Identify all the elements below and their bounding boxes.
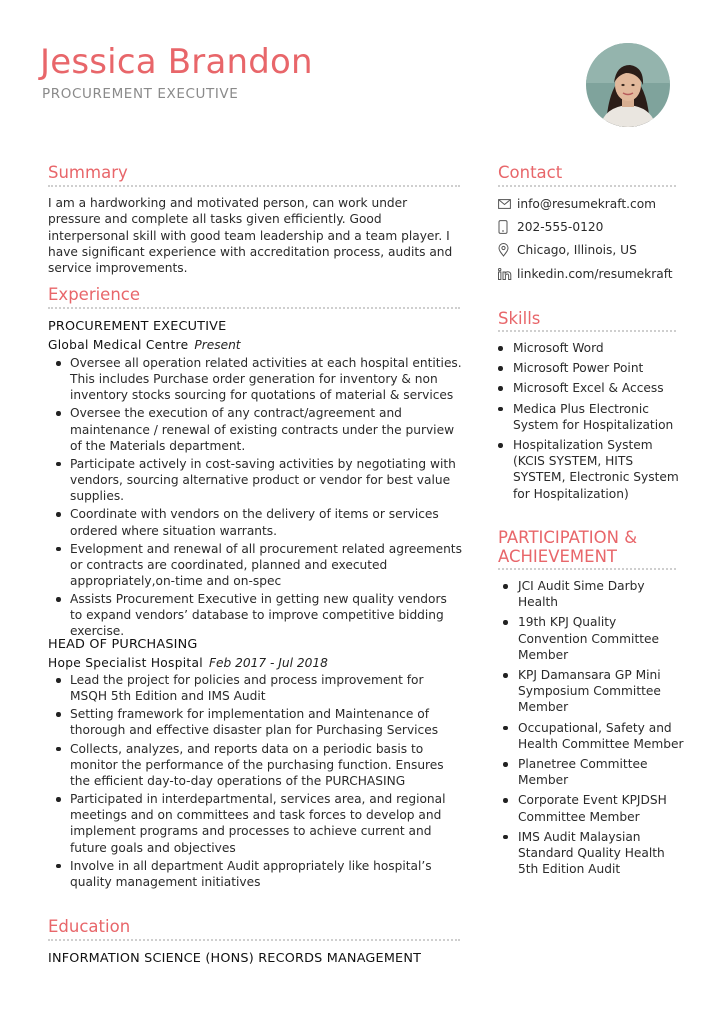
list-item: Collects, analyzes, and reports data on a periodic basis to monitor the performance of the purchasing function. Ensures the efficient day-to-day operations of the PURCHASING [70,741,462,789]
phone-icon [498,220,517,234]
participation-list [518,578,686,881]
list-item: Participate actively in cost-saving activities by negotiating with vendors, sourcing alternative product or vendor for best value supplies. [70,456,462,504]
summary-text: I am a hardworking and motivated person, can work under pressure and complete all tasks given efficiently. Good interpersonal skill with good team leadership and a team player. I have significant experience with accreditation process, audits and service improvements. [48,196,453,276]
skills-heading: Skills [498,309,541,328]
list-item: JCI Audit Sime Darby Health [518,578,686,610]
job-title: PROCUREMENT EXECUTIVE [48,319,227,334]
list-item: Microsoft Excel & Access [513,380,681,396]
list-item: Coordinate with vendors on the delivery of items or services ordered where situation warrants. [70,506,462,538]
list-item: Assists Procurement Executive in getting new quality vendors to expand vendors’ database to improve competitive bidding exercise. [70,591,462,639]
list-item: Oversee all operation related activities at each hospital entities. This includes Purchase order generation for inventory & non inventory stocks sourcing for quotations of material & services [70,355,462,403]
job-title: HEAD OF PURCHASING [48,637,198,652]
list-item: Occupational, Safety and Health Committee Member [518,720,686,752]
linkedin-text: linkedin.com/resumekraft [517,266,673,281]
contact-email[interactable] [498,192,698,215]
list-item: KPJ Damansara GP Mini Symposium Committee Member [518,667,686,716]
envelope-icon [498,199,517,209]
candidate-name: Jessica Brandon [40,42,313,82]
list-item: Oversee the execution of any contract/agreement and maintenance / renewal of existing contracts under the purview of the Materials department. [70,405,462,453]
job-bullets [70,672,462,892]
list-item: IMS Audit Malaysian Standard Quality Health 5th Edition Audit [518,829,686,878]
list-item: Involve in all department Audit appropriately like hospital’s quality management initiatives [70,858,462,890]
list-item: Corporate Event KPJDSH Committee Member [518,792,686,824]
list-item: Microsoft Power Point [513,360,681,376]
list-item: Lead the project for policies and process improvement for MSQH 5th Edition and IMS Audit [70,672,462,704]
participation-divider [498,568,676,570]
linkedin-icon [498,268,517,280]
education-degree: INFORMATION SCIENCE (HONS) RECORDS MANAGEMENT [48,951,422,966]
contact-linkedin[interactable] [498,262,698,285]
list-item: Medica Plus Electronic System for Hospitalization [513,401,681,433]
summary-heading: Summary [48,163,128,182]
job-company [48,656,328,670]
list-item: Participated in interdepartmental, services area, and regional meetings and on committees and task forces to develop and implement programs and processes to achieve current and future goals and objectives [70,791,462,855]
experience-heading: Experience [48,285,141,304]
list-item: Hospitalization System (KCIS SYSTEM, HITS SYSTEM, Electronic System for Hospitalization) [513,437,681,502]
job-company [48,338,241,352]
job-bullets [70,355,462,642]
profile-photo [586,43,670,127]
list-item: Planetree Committee Member [518,756,686,788]
experience-divider [48,307,460,309]
participation-heading: PARTICIPATION & ACHIEVEMENT [498,528,638,566]
contact-heading: Contact [498,163,563,182]
job-period: Present [194,338,241,352]
list-item: Evelopment and renewal of all procurement related agreements or contracts are coordinated, planned and executed appropriately,on-time and on-spec [70,541,462,589]
education-heading: Education [48,917,131,936]
contact-location [498,239,698,262]
candidate-title: PROCUREMENT EXECUTIVE [42,86,239,102]
email-text: info@resumekraft.com [517,196,657,211]
location-pin-icon [498,243,517,257]
company-name: Hope Specialist Hospital [48,656,203,670]
contact-divider [498,185,676,187]
summary-divider [48,185,460,187]
list-item: Microsoft Word [513,340,681,356]
contact-phone[interactable] [498,215,698,238]
company-name: Global Medical Centre [48,338,189,352]
skills-divider [498,330,676,332]
education-divider [48,939,460,941]
phone-text: 202-555-0120 [517,219,604,234]
list-item: Setting framework for implementation and Maintenance of thorough and effective disaster plan for Purchasing Services [70,706,462,738]
location-text: Chicago, Illinois, US [517,243,637,258]
skills-list [513,340,681,506]
list-item: 19th KPJ Quality Convention Committee Member [518,614,686,663]
contact-list [498,192,698,285]
job-period: Feb 2017 - Jul 2018 [208,656,328,670]
